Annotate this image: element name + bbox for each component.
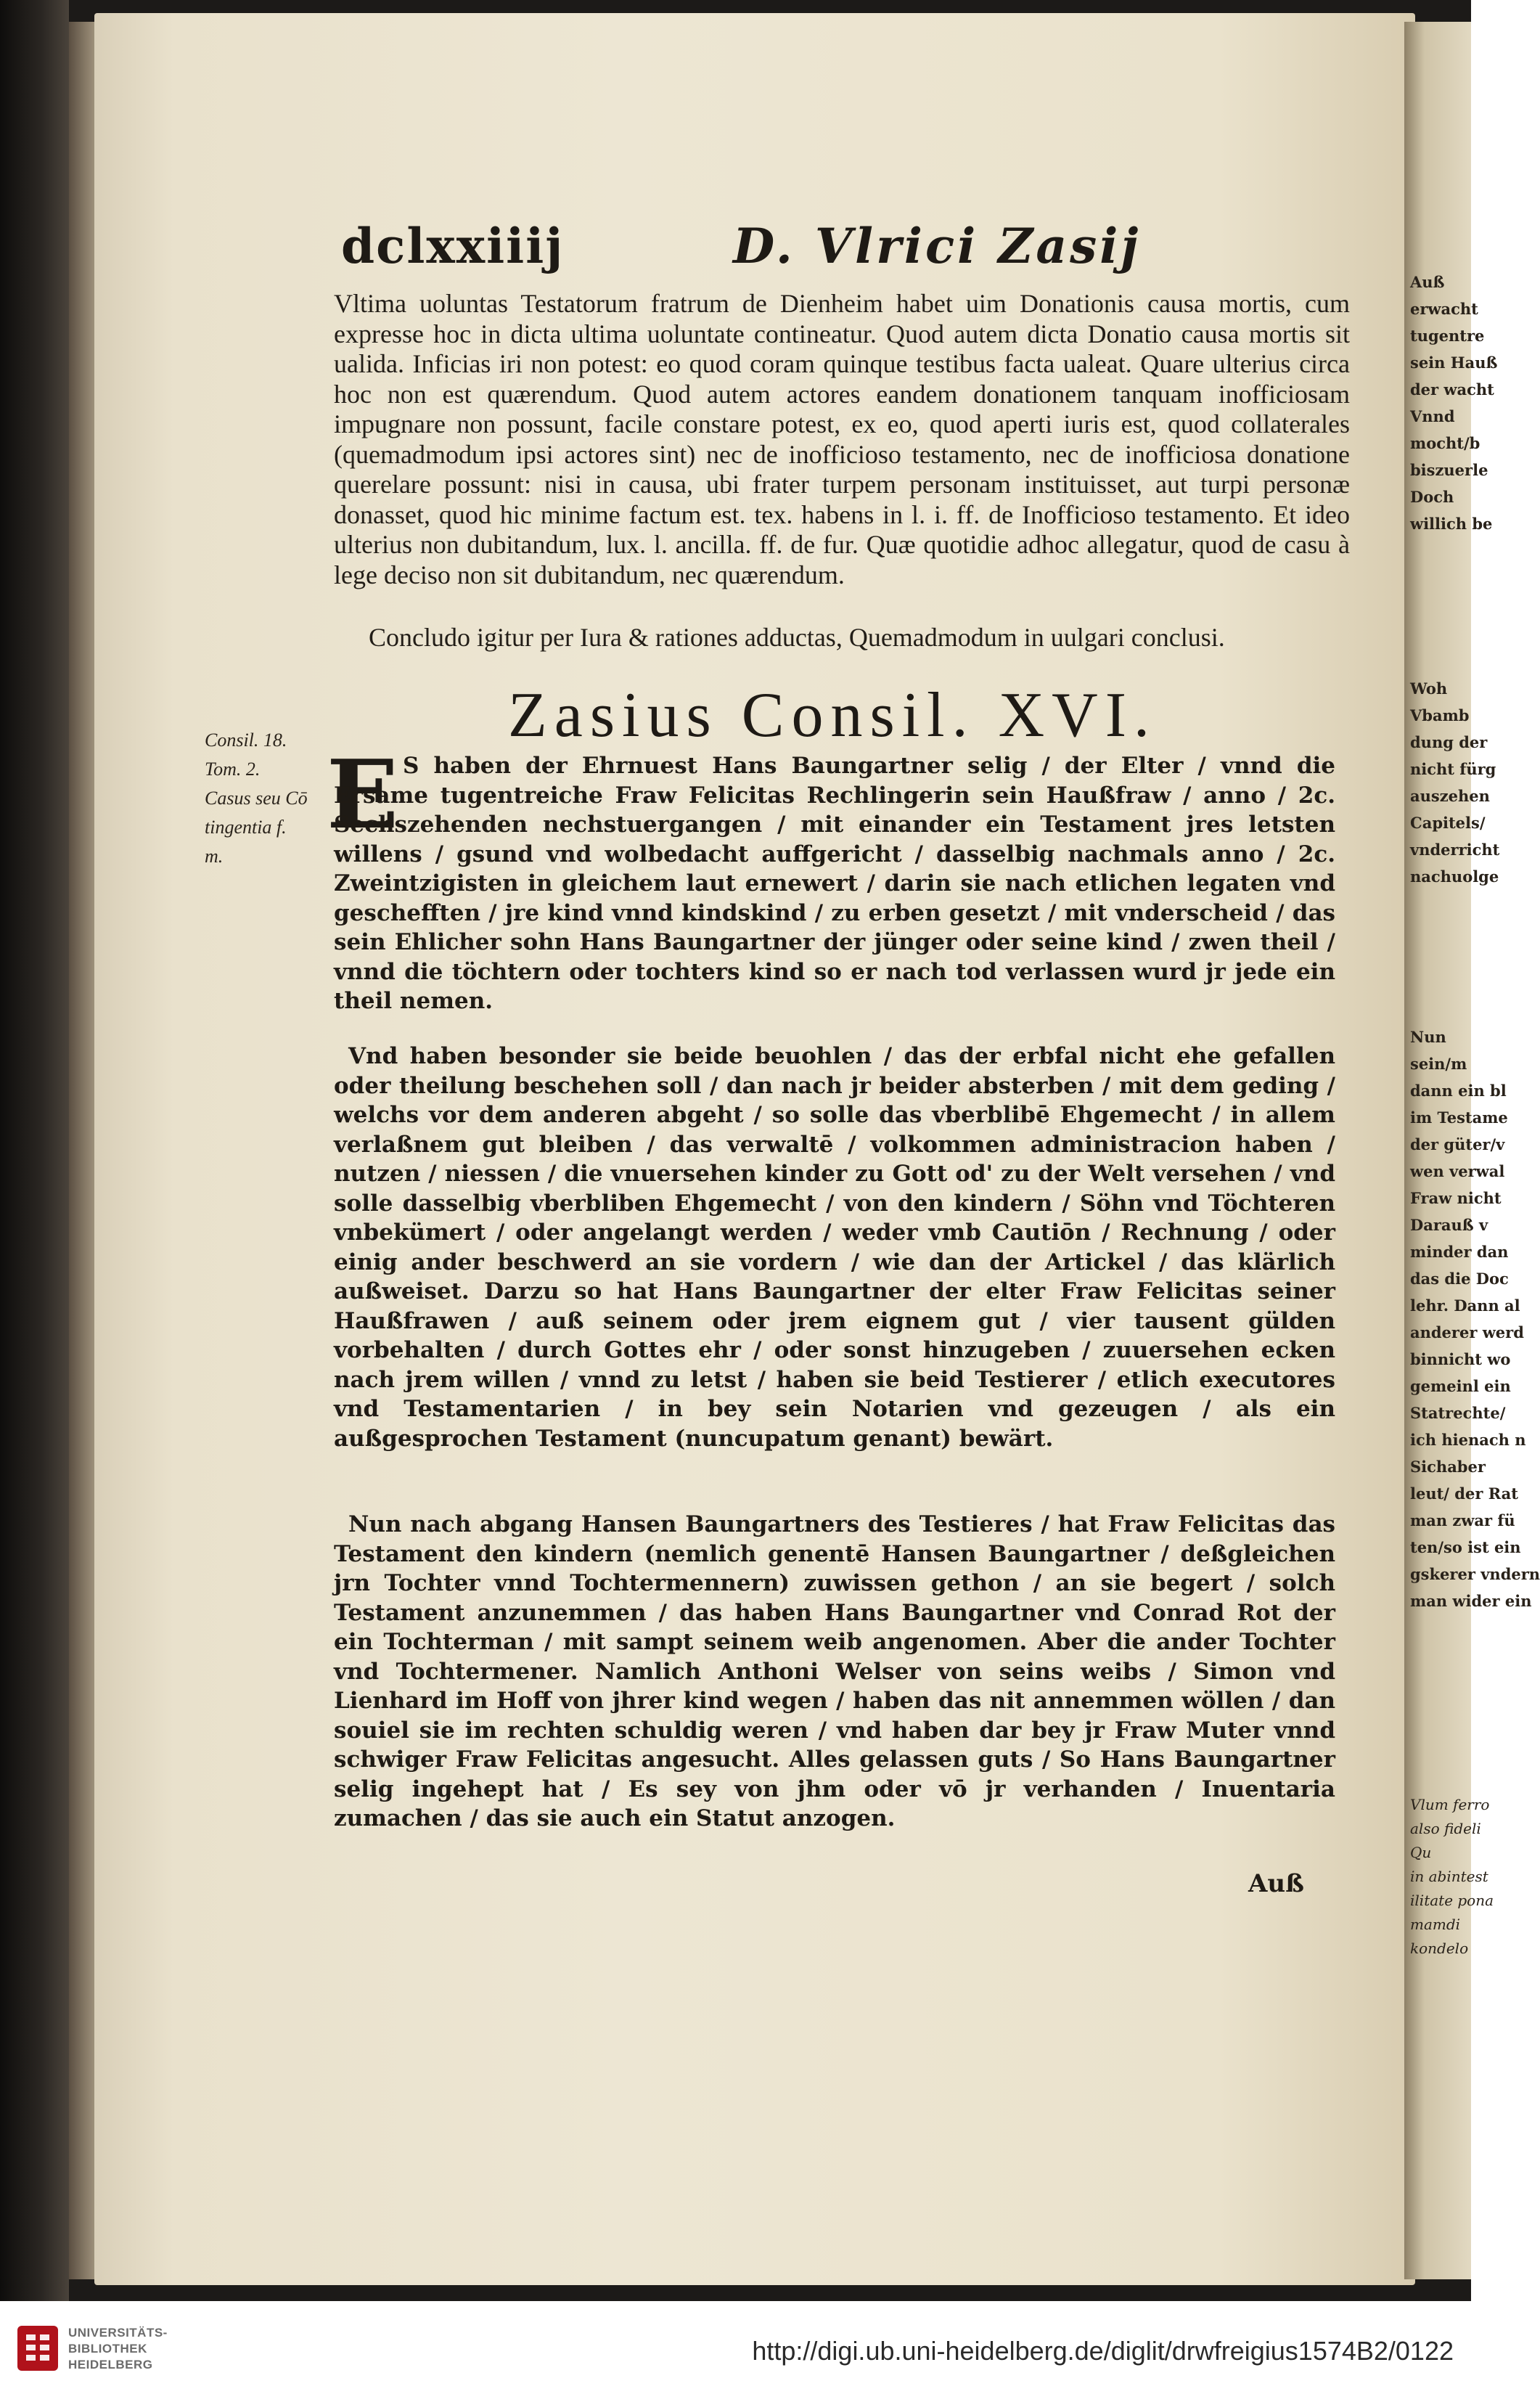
facing-page-fragment: der güter/v [1410, 1135, 1505, 1153]
facing-page-fragment: in abintest [1410, 1868, 1488, 1885]
facing-page-fragment: binnicht wo [1410, 1350, 1511, 1368]
facing-page-fragment: man zwar fü [1410, 1511, 1515, 1529]
facing-page-fragment: dung der [1410, 733, 1488, 751]
facing-page-text [1410, 1793, 1494, 1961]
facing-page-fragment: also fideli [1410, 1820, 1481, 1837]
consilium-title: Zasius Consil. XVI. [508, 680, 1157, 751]
facing-page-fragment: mocht/b [1410, 434, 1480, 452]
running-head: D. Vlrici Zasij [733, 218, 1142, 274]
facing-page-fragment: mamdi [1410, 1916, 1461, 1933]
facing-page-fragment: sein Hauß [1410, 354, 1498, 372]
facing-page-fragment: tugentre [1410, 327, 1485, 345]
facing-page-fragment: nicht fürg [1410, 760, 1496, 778]
facing-page-fragment: im Testame [1410, 1108, 1508, 1127]
facing-page-fragment: anderer werd [1410, 1323, 1524, 1341]
facing-page-fragment: ten/so ist ein [1410, 1538, 1521, 1556]
facing-page-text [1410, 675, 1500, 890]
facing-page-fragment: Sichaber [1410, 1458, 1486, 1476]
facing-page-fragment: Vlum ferro [1410, 1796, 1490, 1813]
facing-page-fragment: nachuolge [1410, 867, 1499, 886]
facing-page-fragment: Nun [1410, 1028, 1446, 1046]
facing-page-fragment: Darauß v [1410, 1216, 1488, 1234]
facing-page-fragment: man wider ein [1410, 1592, 1532, 1610]
german-paragraph: Nun nach abgang Hansen Baungartners des Testieres / hat Fraw Felicitas das Testament den kindern (nemlich genentē Hansen Baungartner / deßgleichen jrn Tochter vnnd Tochtermennern) zuwissen gethon / an sie begert / solch Testament anzunemmen / das haben Hans Baungartner vnd Conrad Rot der ein Tochterman / mit sampt seinem weib angenomen. Aber die ander Tochter vnd Tochtermener. Namlich Anthoni Welser von seins weibs / Simon vnd Lienhard im Hoff von jhrer kind wegen / haben das nit annemmen wöllen / dan souiel sie im rechten schuldig weren / vnd haben dar bey jr Fraw Muter vnnd schwiger Fraw Felicitas angesucht. Alles gelassen guts / So Hans Baungartner selig ingehept hat / Es sey von jhm oder vō jr verhanden / Inuentaria zumachen / das sie auch ein Statut anzogen. [334, 1511, 1335, 1831]
facing-page-fragment: Woh [1410, 679, 1448, 698]
facing-page-fragment: gskerer vndern [1410, 1565, 1540, 1583]
facing-page-text [1410, 1024, 1540, 1614]
margin-note-line: Tom. 2. [205, 759, 261, 780]
margin-note-line: tingentia f. [205, 817, 287, 838]
facing-page-fragment: auszehen [1410, 787, 1490, 805]
catchword: Auß [1248, 1869, 1304, 1898]
facing-page-fragment: Qu [1410, 1844, 1432, 1861]
margin-note-line: Casus seu Cō [205, 788, 308, 809]
facing-page-fragment: vnderricht [1410, 841, 1500, 859]
page-edge [69, 22, 98, 2279]
facing-page-fragment: minder dan [1410, 1243, 1509, 1261]
viewer-footer [0, 2301, 1471, 2394]
logo-text-line: UNIVERSITÄTS- [68, 2326, 168, 2340]
facing-page-fragment: Auß [1410, 273, 1445, 291]
drop-cap: E [327, 739, 399, 850]
facing-page-fragment: wen verwal [1410, 1162, 1505, 1180]
facing-page-fragment: Doch [1410, 488, 1454, 506]
folio-number: dclxxiiij [341, 218, 565, 274]
facing-page-fragment: Capitels/ [1410, 814, 1486, 832]
source-url-link[interactable]: http://digi.ub.uni-heidelberg.de/diglit/drwfreigius1574B2/0122 [752, 2336, 1454, 2366]
library-logo[interactable] [16, 2321, 168, 2379]
facing-page-fragment: gemeinl ein [1410, 1377, 1511, 1395]
facing-page-fragment: lehr. Dann al [1410, 1296, 1520, 1315]
german-paragraph: S haben der Ehrnuest Hans Baungartner selig / der Elter / vnnd die Ersame tugentreiche Fraw Felicitas Rechlingerin sein Haußfraw / anno / 2c. Sechszehenden nechstuergangen / mit einander ein Testament jres letsten willens / gsund vnd wolbedacht auffgericht / dasselbig nachmals anno / 2c. Zweintzigisten in gleichem laut ernewert / darin sie nach etlichen legaten vnd geschefften / jre kind vnnd kindskind / zu erben gesetzt / mit vnderscheid / das sein Ehlicher sohn Hans Baungartner der jünger oder seine kind / zwen theil / vnnd die töchtern oder tochters kind so er nach tod verlassen wurd jr jede ein theil nemen. [334, 753, 1335, 1014]
latin-paragraph: Vltima uoluntas Testatorum fratrum de Dienheim habet uim Donationis causa mortis, cum expresse hoc in dicta ultima uoluntate contineatur. Quod autem dicta Donatio causa mortis sit ualida. Inficias iri non potest: eo quod coram quinque testibus facta ualeat. Quare ulterius circa hoc non est quærendum. Quod autem actores eandem donationem tanquam inofficiosam impugnare non possunt, facile constare potest, ex eo, quod aperti iuris est, quod collaterales (quemadmodum ipsi actores sint) nec de inofficioso testamento, nec de inofficiosa donatione querelare possunt: nisi in causa, ubi frater turpem personam instituisset, aut turpi personæ donasset, quod hic minime factum est. tex. habens in l. i. ff. de Inofficioso testamento. Et ideo ulterius non dubitandum, lux. l. ancilla. ff. de fur. Quæ quotidie adhoc allegatur, quod de casu à lege deciso non sit dubitandum, nec quærendum. [334, 289, 1350, 589]
margin-note-line: m. [205, 846, 224, 867]
facing-page-fragment: der wacht [1410, 380, 1494, 399]
facing-page-fragment: das die Doc [1410, 1270, 1509, 1288]
margin-note-line: Consil. 18. [205, 730, 287, 751]
facing-page-fragment: leut/ der Rat [1410, 1484, 1518, 1503]
logo-text-line: BIBLIOTHEK [68, 2342, 147, 2356]
facing-page-fragment: kondelo [1410, 1940, 1469, 1957]
facing-page-fragment: erwacht [1410, 300, 1478, 318]
facing-page-fragment: Vbamb [1410, 706, 1470, 724]
facing-page-fragment: ich hienach n [1410, 1431, 1526, 1449]
facing-page-fragment: willich be [1410, 515, 1493, 533]
logo-text-line: HEIDELBERG [68, 2358, 153, 2371]
book-binding [0, 0, 69, 2301]
facing-page-text [1410, 269, 1498, 537]
facing-page [1404, 22, 1540, 2279]
facing-page-fragment: ilitate pona [1410, 1892, 1494, 1909]
facing-page-fragment: sein/m [1410, 1055, 1467, 1073]
facing-page-fragment: Vnnd [1410, 407, 1455, 425]
facing-page-fragment: biszuerle [1410, 461, 1488, 479]
library-seal-icon [16, 2324, 60, 2372]
margin-note [205, 726, 335, 871]
facing-page-fragment: Statrechte/ [1410, 1404, 1506, 1422]
latin-paragraph: Concludo igitur per Iura & rationes adductas, Quemadmodum in uulgari conclusi. [369, 623, 1225, 652]
facing-page-fragment: Fraw nicht [1410, 1189, 1502, 1207]
facing-page-fragment: dann ein bl [1410, 1082, 1507, 1100]
german-paragraph: Vnd haben besonder sie beide beuohlen / das der erbfal nicht ehe gefallen oder theilung beschehen soll / dan nach jr beider absterben / mit dem geding / welchs vor dem anderen abgeht / so solle das vberblibē Ehgemecht / in allem verlaßnem gut bleiben / das verwaltē / volkommen administracion haben / nutzen / niessen / die vnuersehen kinder zu Gott od' zu der Welt versehen / vnd solle dasselbig vberbliben Ehgemecht / von den kindern / Söhn vnd Töchteren vnbekümert / oder angelangt werden / weder vmb Cautiōn / Rechnung / oder einig ander beschwerd an sie vordern / wie dan der Artickel / das klärlich außweiset. Darzu so hat Hans Baungartner der elter Fraw Felicitas seiner Haußfrawen / auß seinem oder jrem eignem gut / vier tausent gülden vorbehalten / durch Gottes ehr / oder sonst hinzugeben / zuuersehen ecken nach jrem willen / vnnd zu letst / haben sie beid Testierer / etlich executores vnd Testamentarien / in bey sein Notarien vnd gezeugen / als ein außgesprochen Testament (nuncupatum genant) bewärt. [334, 1043, 1335, 1452]
